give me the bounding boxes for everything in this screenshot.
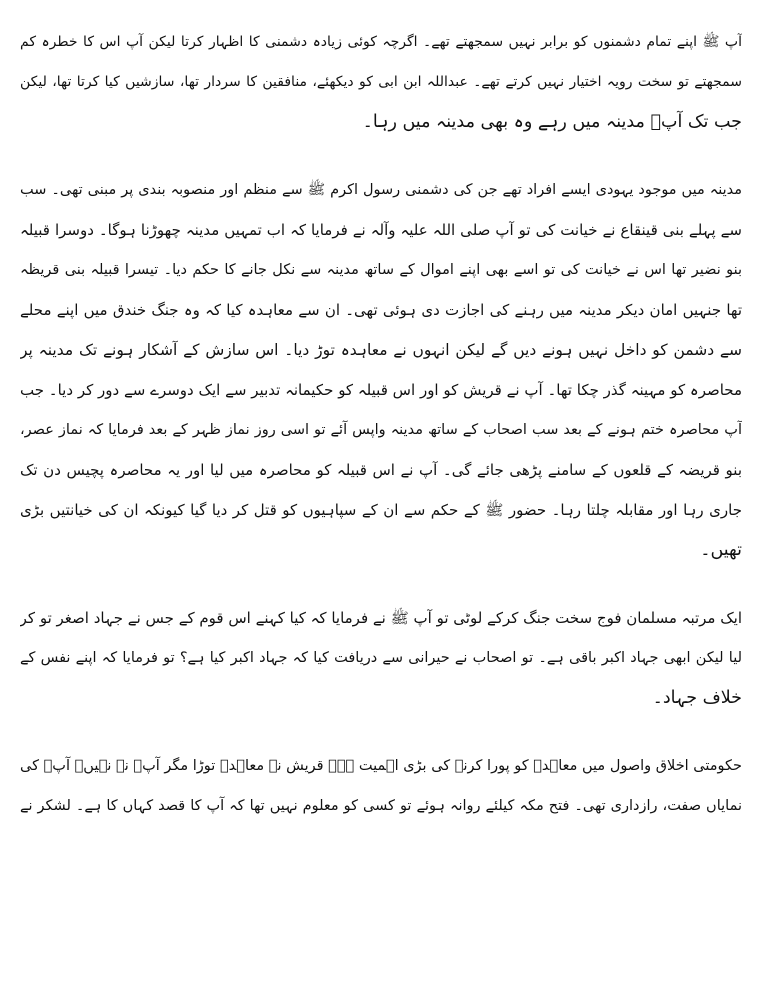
document-page [20,22,742,854]
text-line: سے پہلے بنی قینقاع نے خیانت کی تو آپ صلی اللہ علیہ وآلہ نے فرمایا کہ اب تمہیں مدینہ چھوڑنا ہوگا۔ دوسرا قبیلہ [20,221,742,239]
text-line: سے دشمن کو داخل نہیں ہونے دیں گے لیکن انہوں نے معاہدہ توڑ دیا۔ اس سازش کے آشکار ہونے تک مدینہ پر [20,341,742,359]
text-line: بنو قریضہ کے قلعوں کے سامنے پڑھی جائے گی۔ آپ نے اس قبیلہ کو محاصرہ میں لیا اور یہ محاصرہ پچیس دن تک [20,461,742,479]
text-line: محاصرہ کو مہینہ گذر چکا تھا۔ آپ نے قریش کو اور اس قبیلہ کو حکیمانہ تدبیر سے ایک دوسرے سے دور کر دیا۔ جب [20,381,742,399]
text-line: نمایاں صفت، رازداری تھی۔ فتح مکہ کیلئے روانہ ہوئے تو کسی کو معلوم نہیں تھا کہ آپ کا قصد کہاں کا ہے۔ لشکر نے [20,798,742,814]
paragraph-3 [20,598,742,718]
paragraph-4 [20,746,742,826]
text-line: سمجھتے تو سخت رویہ اختیار نہیں کرتے تھے۔ عبداللہ ابن ابی کو دیکھئے، منافقین کا سردار تھا، سازشیں کیا کرتا تھا، لیکن [20,74,742,90]
text-line: آپ ﷺ اپنے تمام دشمنوں کو برابر نہیں سمجھتے تھے۔ اگرچہ کوئی زیادہ دشمنی کا اظہار کرتا لیکن آپ اس کا خطرہ کم [20,34,742,50]
paragraph-1 [20,22,742,142]
text-line: آپ محاصرہ ختم ہونے کے بعد سب اصحاب کے ساتھ مدینہ واپس آئے تو اسی روز نماز ظہر کے بعد فرمایا کہ نماز عصر، [20,422,742,438]
text-line: تھا جنہیں امان دیکر مدینہ میں رہنے کی اجازت دی ہوئی تھی۔ ان سے معاہدہ کیا کہ وہ جنگ خندق میں اپنے محلے [20,301,742,319]
text-line: لیا لیکن ابھی جہاد اکبر باقی ہے۔ تو اصحاب نے حیرانی سے دریافت کیا کہ جہاد اکبر کیا ہے؟ تو فرمایا کہ اپنے نفس کے [20,650,742,666]
text-line: جب تک آپؐ مدینہ میں رہے وہ بھی مدینہ میں رہا۔ [362,112,742,132]
paragraph-2 [20,170,742,570]
text-line: تھیں۔ [700,540,742,560]
text-line: مدینہ میں موجود یہودی ایسے افراد تھے جن کی دشمنی رسول اکرم ﷺ سے منظم اور منصوبہ بندی پر مبنی تھی۔ سب [20,182,742,198]
text-line: جاری رہا اور مقابلہ چلتا رہا۔ حضور ﷺ کے حکم سے ان کے سپاہیوں کو قتل کر دیا گیا کیونکہ ان کی خیانتیں بڑی [20,501,742,519]
text-line: حکومتی اخلاق واصول میں معاہدہ کو پورا کرنے کی بڑی اہمیت ہے۔ قریش نے معاہدہ توڑا مگر آپؐ نے نہیں۔ آپؐ کی [20,758,742,774]
text-line: ایک مرتبہ مسلمان فوج سخت جنگ کرکے لوٹی تو آپ ﷺ نے فرمایا کہ کیا کہنے اس قوم کے جس نے جہاد اصغر تو کر [20,609,742,627]
text-line: بنو نضیر تھا اس نے خیانت کی تو اسے بھی اپنے اموال کے ساتھ مدینہ سے نکل جانے کا حکم دیا۔ تیسرا قبیلہ بنی قریظہ [20,262,742,278]
text-line: خلاف جہاد۔ [652,688,742,708]
